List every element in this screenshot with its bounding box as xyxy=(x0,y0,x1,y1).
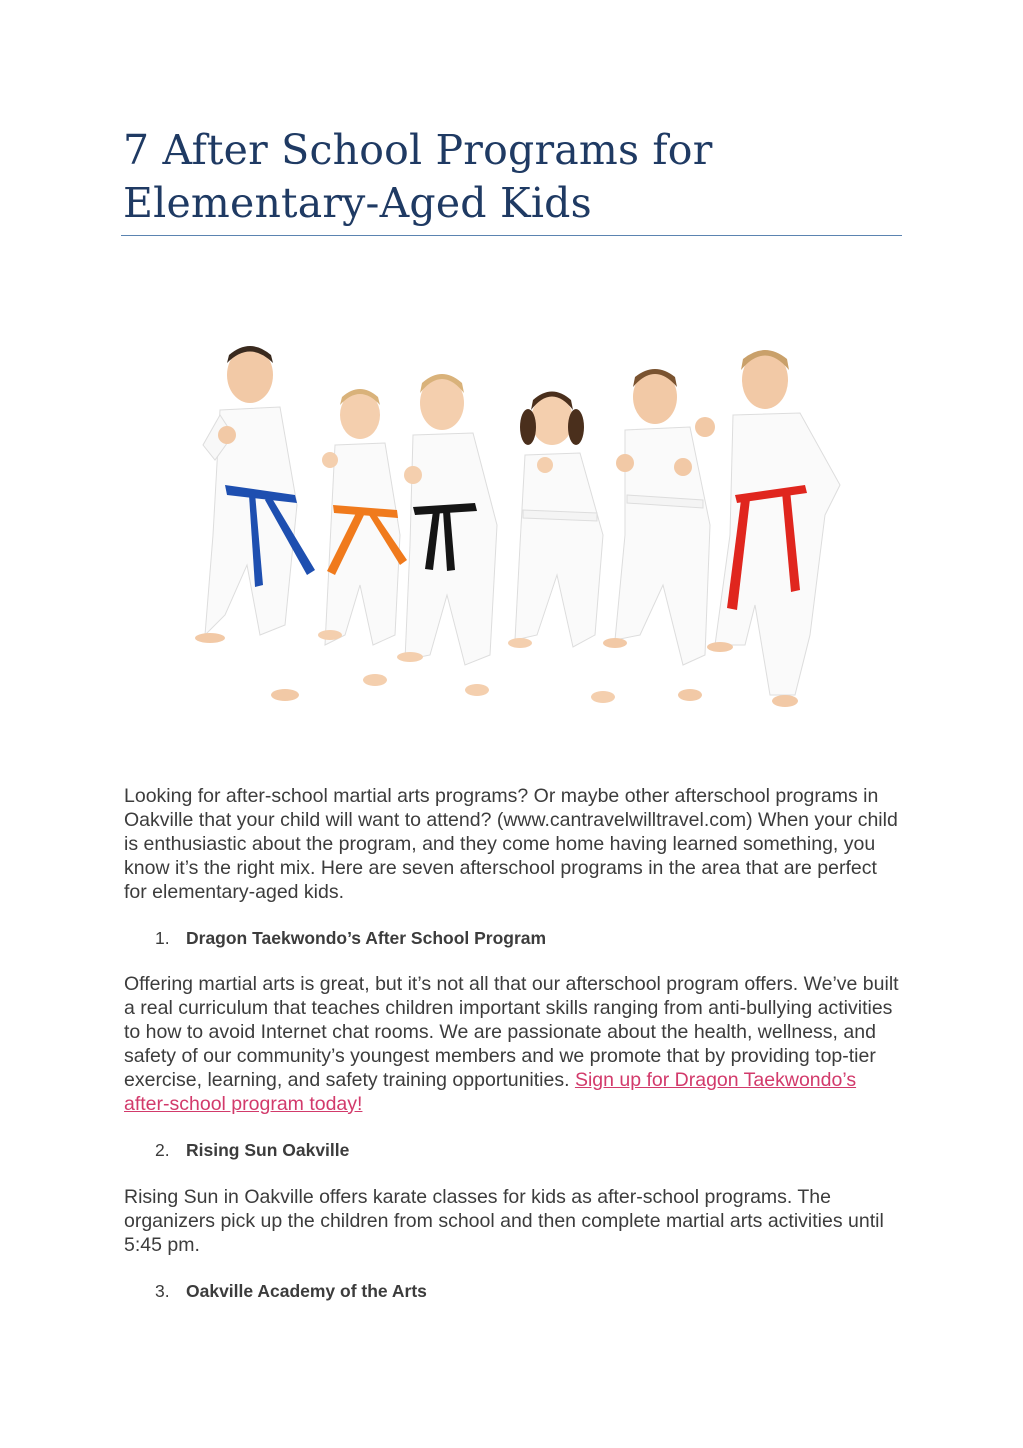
kid-blue-belt xyxy=(195,346,315,701)
list-number: 1. xyxy=(155,928,170,948)
list-heading: Dragon Taekwondo’s After School Program xyxy=(186,928,547,948)
kid-black-belt xyxy=(397,374,497,696)
kid-white-belt xyxy=(603,369,710,701)
list-number: 2. xyxy=(155,1140,170,1160)
title-line-2: Elementary-Aged Kids xyxy=(123,179,592,227)
kid-orange-belt xyxy=(318,389,407,686)
karate-kids-photo xyxy=(185,335,845,715)
list-number: 3. xyxy=(155,1281,170,1301)
list-item-2 xyxy=(155,1139,349,1161)
item-2-paragraph: Rising Sun in Oakville offers karate classes for kids as after-school programs. The organizers pick up the children from school and then complete martial arts activities until 5:45 pm. xyxy=(124,1186,884,1256)
item-1-paragraph xyxy=(124,972,904,1116)
title-line-1: 7 After School Programs for xyxy=(123,126,713,174)
list-item-1 xyxy=(155,927,546,949)
item-1-body: Offering martial arts is great, but it’s not all that our afterschool program offers. We’ve built a real curriculum that teaches children important skills ranging from anti-bullying activities to how to avoid Internet chat rooms. We are passionate about the health, wellness, and safety of our community’s youngest members and we promote that by providing top-tier exercise, learning, and safety training opportunities. xyxy=(124,973,899,1091)
signup-link[interactable]: Sign up for Dragon Taekwondo’s after-school program today! xyxy=(124,1069,857,1115)
list-item-3 xyxy=(155,1280,427,1302)
kid-white-belt-girl xyxy=(508,392,615,704)
kid-red-belt xyxy=(695,350,840,707)
list-heading: Rising Sun Oakville xyxy=(186,1140,350,1160)
intro-paragraph: Looking for after-school martial arts programs? Or maybe other afterschool programs in Oakville that your child will want to attend? (www.cantravelwilltravel.com) When your child is enthusiastic about the program, and they come home having learned something, you know it’s the right mix. Here are seven afterschool programs in the area that are perfect for elementary-aged kids. xyxy=(124,785,898,903)
list-heading: Oakville Academy of the Arts xyxy=(186,1281,427,1301)
title-divider xyxy=(121,235,902,236)
page-title xyxy=(123,124,903,230)
